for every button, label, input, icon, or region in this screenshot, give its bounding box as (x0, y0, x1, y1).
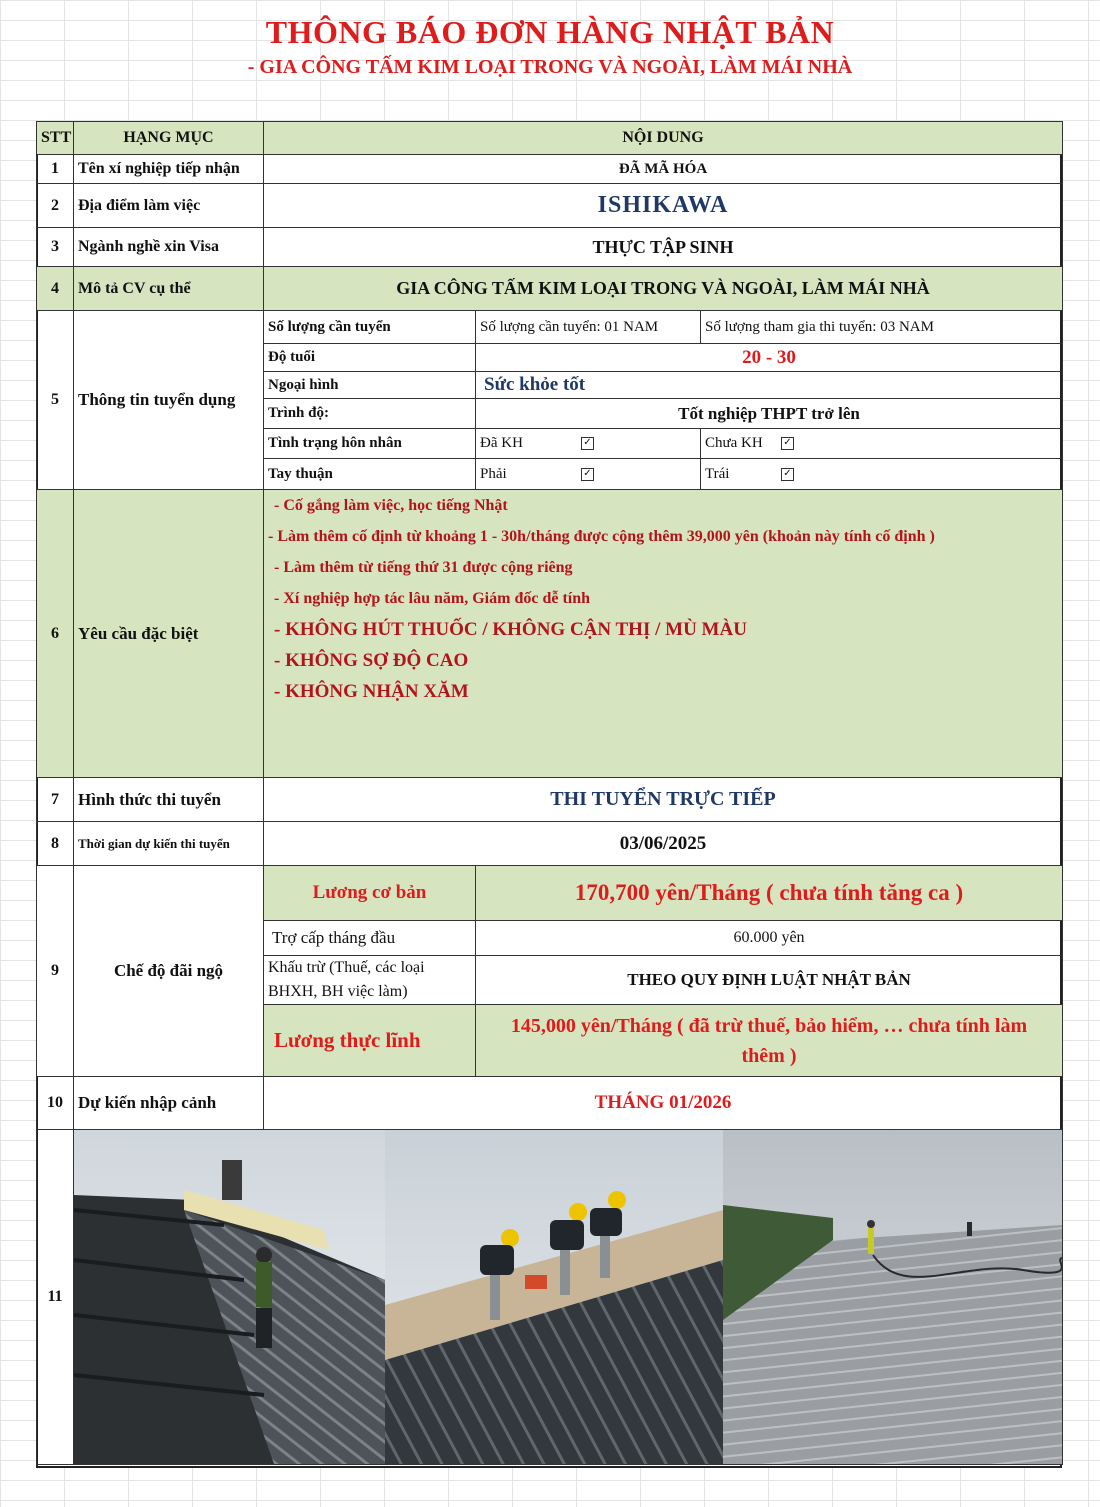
entry-date-value: THÁNG 01/2026 (264, 1077, 1063, 1130)
row-label: Yêu cầu đặc biệt (74, 490, 264, 778)
header-item: HẠNG MỤC (74, 122, 264, 155)
appearance-label: Ngoại hình (264, 372, 476, 399)
row-label: Chế độ đãi ngộ (74, 866, 264, 1077)
base-salary-value: 170,700 yên/Tháng ( chưa tính tăng ca ) (476, 866, 1063, 921)
deduction-label: Khấu trừ (Thuế, các loại BHXH, BH việc làm) (264, 956, 476, 1005)
row-label: Thông tin tuyển dụng (74, 311, 264, 490)
row-label: Hình thức thi tuyển (74, 778, 264, 822)
right-hand-checkbox[interactable]: ✓ (581, 468, 594, 481)
hand-right-cell (476, 459, 701, 490)
row-label: Mô tả CV cụ thể (74, 267, 264, 311)
single-checkbox[interactable]: ✓ (781, 437, 794, 450)
header-stt: STT (37, 122, 74, 155)
row-label: Địa điểm làm việc (74, 184, 264, 228)
right-hand-label: Phải (480, 465, 507, 482)
row-label: Dự kiến nhập cảnh (74, 1077, 264, 1130)
table-row (37, 228, 1063, 267)
company-value: ĐÃ MÃ HÓA (264, 155, 1063, 184)
page-subtitle: - GIA CÔNG TẤM KIM LOẠI TRONG VÀ NGOÀI, LÀM MÁI NHÀ (247, 56, 853, 78)
table-row (37, 155, 1063, 184)
order-table (36, 121, 1063, 1465)
visa-value: THỰC TẬP SINH (264, 228, 1063, 267)
requirement-line: - Làm thêm cố định từ khoảng 1 - 30h/tháng được cộng thêm 39,000 yên (khoản này tính cố định ) (268, 528, 935, 545)
row-label: Tên xí nghiệp tiếp nhận (74, 155, 264, 184)
table-row (37, 1130, 1063, 1465)
net-salary-value: 145,000 yên/Tháng ( đã trừ thuế, bảo hiểm, … chưa tính làm thêm ) (476, 1005, 1063, 1077)
roof-photo-2 (385, 1130, 723, 1464)
requirement-line: - Xí nghiệp hợp tác lâu năm, Giám đốc dễ tính (274, 590, 591, 607)
age-label: Độ tuổi (264, 344, 476, 372)
row-number: 6 (37, 490, 74, 778)
requirement-line: - KHÔNG HÚT THUỐC / KHÔNG CẬN THỊ / MÙ MÀU (274, 619, 747, 640)
qty-label: Số lượng cần tuyển (264, 311, 476, 344)
row-number: 10 (37, 1077, 74, 1130)
table-row (37, 778, 1063, 822)
roof-photo-1-image (74, 1130, 385, 1464)
photo-strip (74, 1130, 1062, 1464)
photos-cell (74, 1130, 1063, 1465)
requirement-line: - Cố gắng làm việc, học tiếng Nhật (274, 497, 508, 514)
education-value: Tốt nghiệp THPT trở lên (476, 399, 1063, 429)
marital-married-cell (476, 429, 701, 459)
special-requirements (264, 490, 1063, 778)
table-row (37, 490, 1063, 778)
left-hand-label: Trái (705, 465, 730, 482)
roof-photo-3-image (723, 1130, 1062, 1464)
hand-left-cell (701, 459, 1063, 490)
base-salary-label: Lương cơ bản (264, 866, 476, 921)
row-number: 7 (37, 778, 74, 822)
header-content: NỘI DUNG (264, 122, 1063, 155)
left-hand-checkbox[interactable]: ✓ (781, 468, 794, 481)
table-row (37, 267, 1063, 311)
single-label: Chưa KH (705, 435, 763, 451)
roof-photo-1 (74, 1130, 385, 1464)
hand-label: Tay thuận (264, 459, 476, 490)
exam-date-value: 03/06/2025 (264, 822, 1063, 866)
row-number: 1 (37, 155, 74, 184)
table-row (37, 184, 1063, 228)
job-description-value: GIA CÔNG TẤM KIM LOẠI TRONG VÀ NGOÀI, LÀM MÁI NHÀ (264, 267, 1063, 311)
table-row (37, 311, 1063, 344)
deduction-value: THEO QUY ĐỊNH LUẬT NHẬT BẢN (476, 956, 1063, 1005)
table-row (37, 822, 1063, 866)
marital-single-cell (701, 429, 1063, 459)
allowance-label: Trợ cấp tháng đầu (264, 921, 476, 956)
roof-photo-3 (723, 1130, 1062, 1464)
row-number: 8 (37, 822, 74, 866)
education-label: Trình độ: (264, 399, 476, 429)
marital-label: Tình trạng hôn nhân (264, 429, 476, 459)
row-number: 2 (37, 184, 74, 228)
age-value: 20 - 30 (476, 344, 1063, 372)
appearance-value: Sức khỏe tốt (476, 372, 1063, 399)
roof-photo-2-image (385, 1130, 723, 1464)
requirement-line: - KHÔNG SỢ ĐỘ CAO (274, 650, 469, 671)
row-label: Thời gian dự kiến thi tuyển (74, 822, 264, 866)
allowance-value: 60.000 yên (476, 921, 1063, 956)
row-number: 3 (37, 228, 74, 267)
row-number: 4 (37, 267, 74, 311)
net-salary-label: Lương thực lĩnh (264, 1005, 476, 1077)
married-checkbox[interactable]: ✓ (581, 437, 594, 450)
location-value: ISHIKAWA (264, 184, 1063, 228)
qty-value: Số lượng cần tuyển: 01 NAM (476, 311, 701, 344)
exam-format-value: THI TUYỂN TRỰC TIẾP (264, 778, 1063, 822)
requirement-line: - Làm thêm từ tiếng thứ 31 được cộng riêng (274, 559, 573, 576)
table-row (37, 866, 1063, 921)
married-label: Đã KH (480, 435, 523, 451)
qty-exam-value: Số lượng tham gia thi tuyển: 03 NAM (701, 311, 1063, 344)
row-number: 9 (37, 866, 74, 1077)
requirement-line: - KHÔNG NHẬN XĂM (274, 681, 469, 702)
row-label: Ngành nghề xin Visa (74, 228, 264, 267)
page-title: THÔNG BÁO ĐƠN HÀNG NHẬT BẢN (265, 14, 835, 50)
row-number: 11 (37, 1130, 74, 1465)
table-header-row (37, 122, 1063, 155)
row-number: 5 (37, 311, 74, 490)
table-row (37, 1077, 1063, 1130)
